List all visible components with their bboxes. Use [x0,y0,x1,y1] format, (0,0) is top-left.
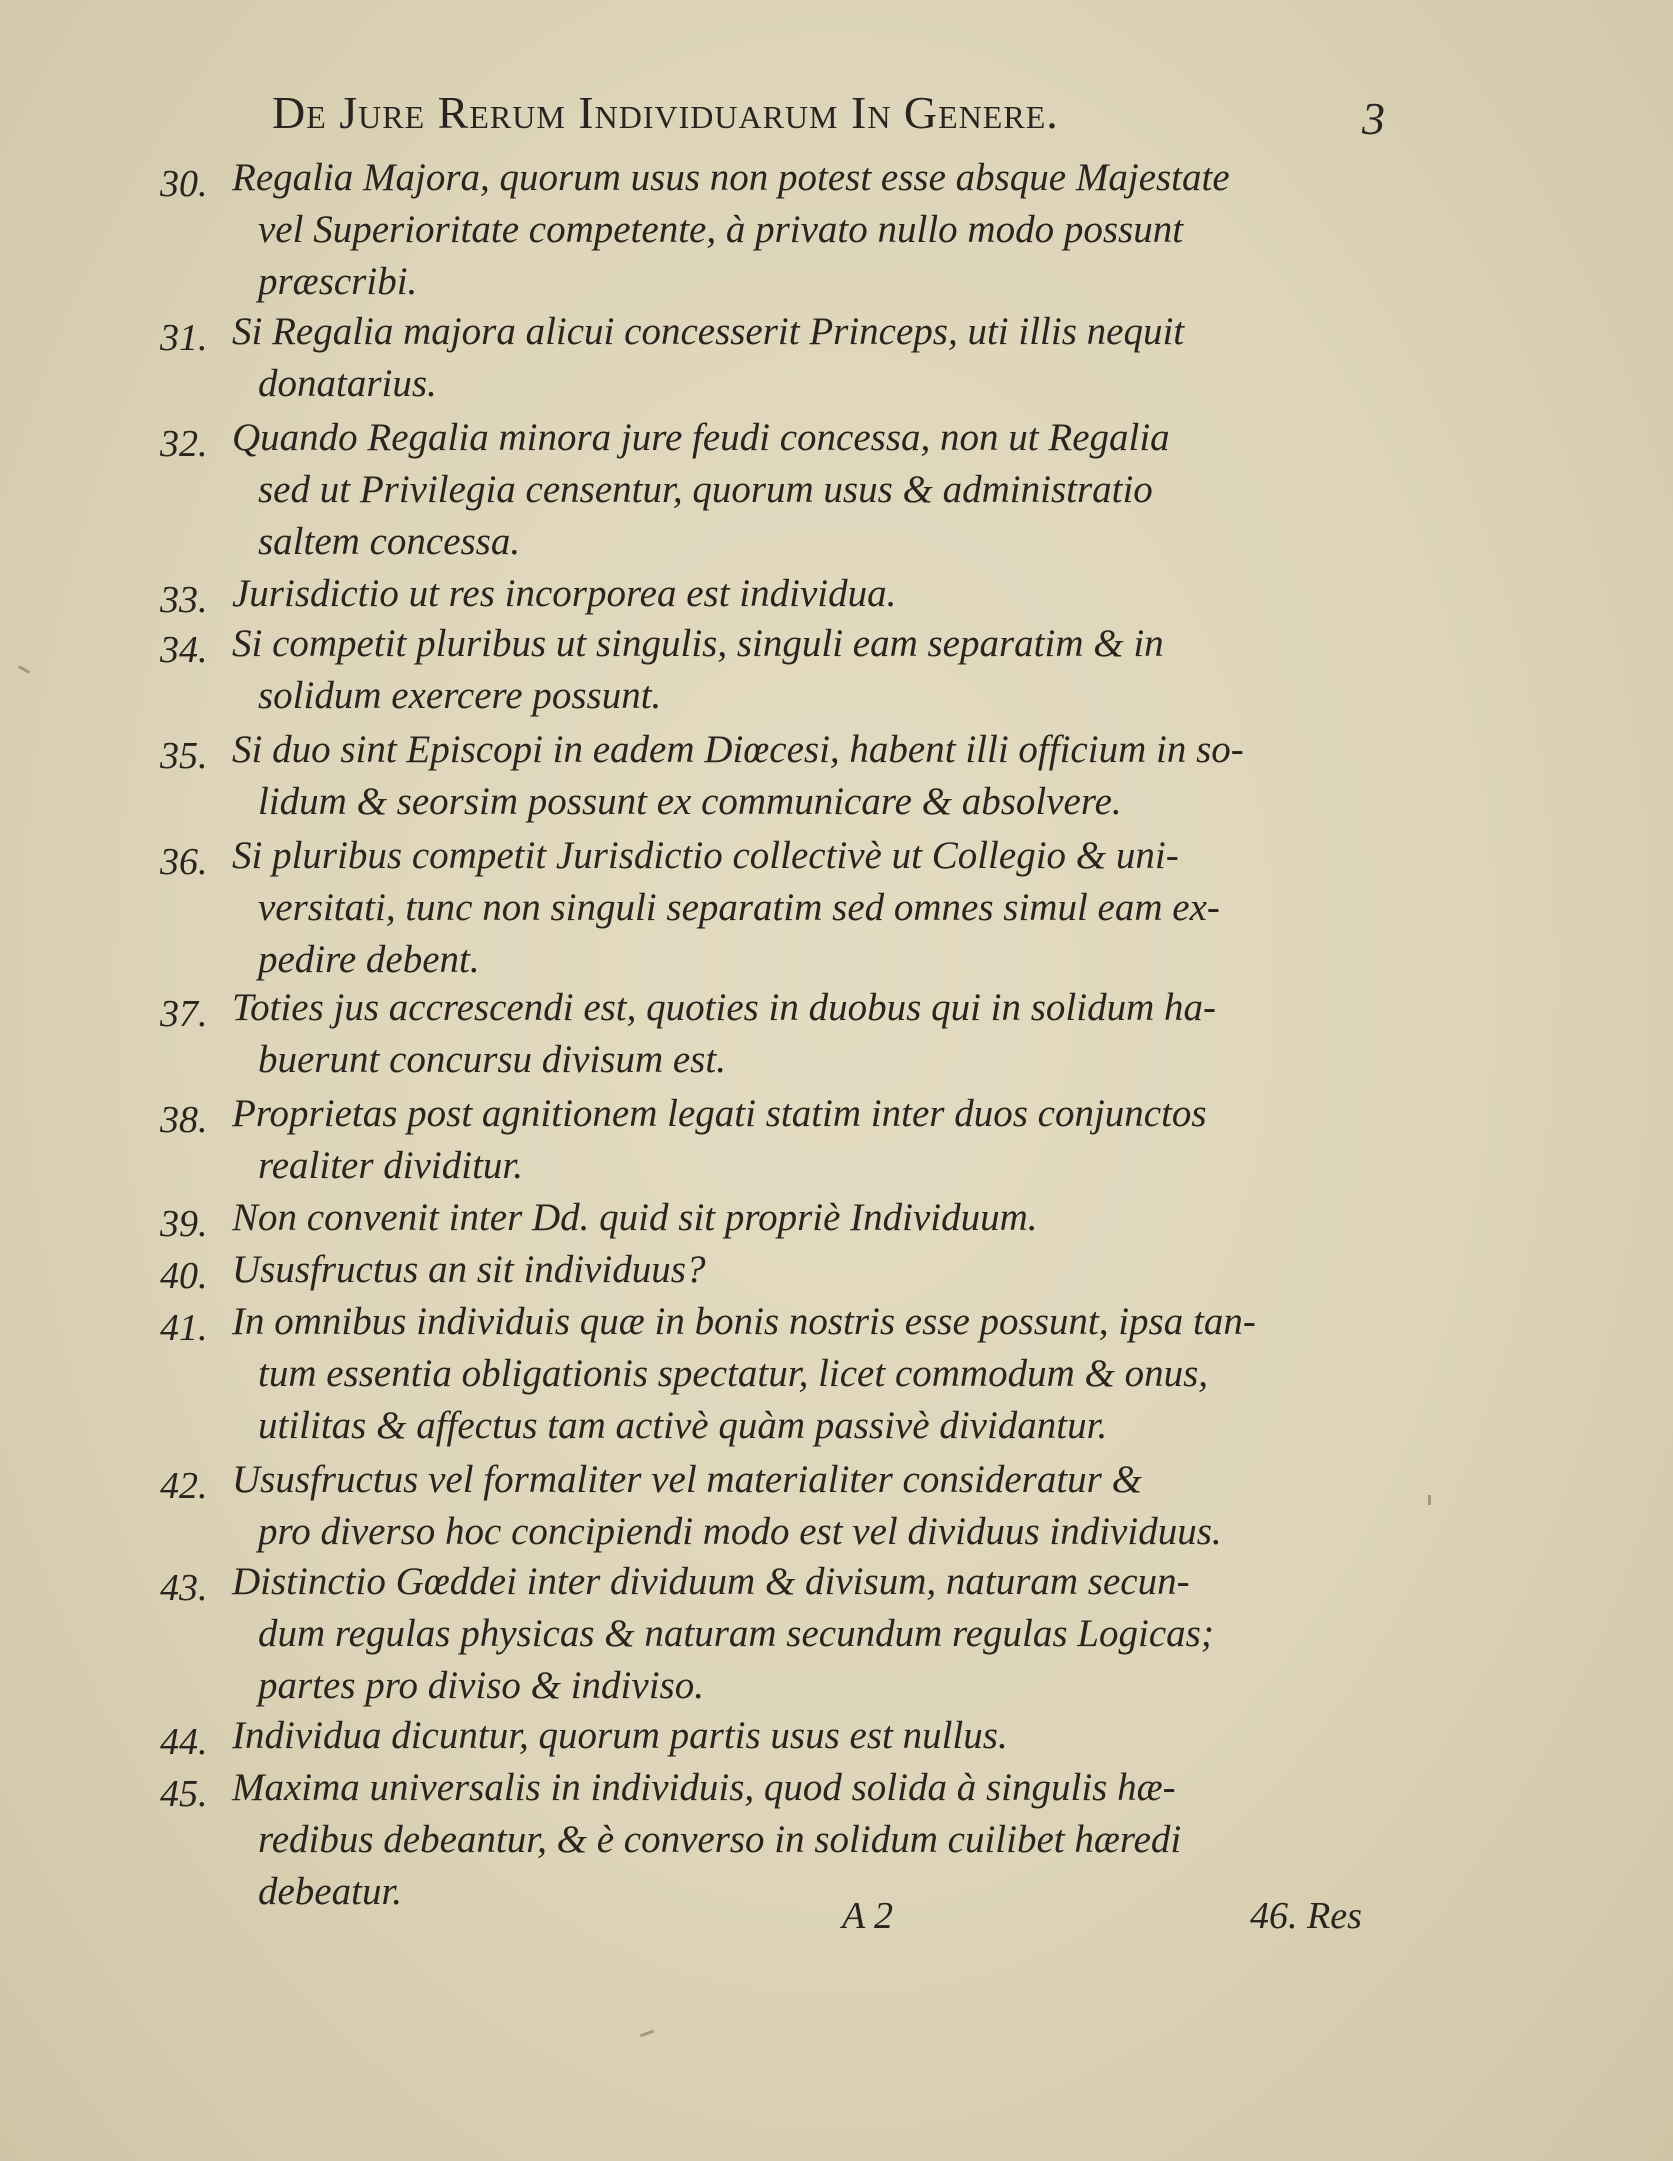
catchword: 46. Res [1250,1895,1362,1937]
thesis-text-line: Si duo sint Episcopi in eadem Diœcesi, habent illi officium in so- [232,728,1244,771]
thesis-text-line: partes pro diviso & indiviso. [258,1664,704,1707]
thesis-number: 41. [160,1307,208,1349]
thesis-text-line: utilitas & affectus tam activè quàm passivè dividantur. [258,1404,1108,1447]
page-number: 3 [1362,93,1385,144]
thesis-number: 40. [160,1255,208,1297]
thesis-text-line: Maxima universalis in individuis, quod solida à singulis hæ- [232,1766,1176,1809]
running-title: De Jure Rerum Individuarum In Genere. [272,87,1059,138]
thesis-number: 36. [160,841,208,883]
signature-mark: A 2 [842,1895,894,1937]
thesis-text-line: lidum & seorsim possunt ex communicare & absolvere. [258,780,1122,823]
thesis-text-line: Regalia Majora, quorum usus non potest esse absque Majestate [232,156,1230,199]
thesis-text-line: sed ut Privilegia censentur, quorum usus & administratio [258,468,1153,511]
thesis-number: 42. [160,1465,208,1507]
thesis-text-line: solidum exercere possunt. [258,674,662,717]
thesis-text-line: pedire debent. [258,938,480,981]
thesis-text-line: Ususfructus vel formaliter vel materialiter consideratur & [232,1458,1142,1501]
thesis-number: 45. [160,1773,208,1815]
thesis-number: 35. [160,735,208,777]
ink-speck [18,665,30,674]
thesis-text-line: donatarius. [258,362,437,405]
running-header [272,86,1385,156]
thesis-number: 32. [160,423,208,465]
thesis-text-line: Si competit pluribus ut singulis, singuli eam separatim & in [232,622,1164,665]
thesis-text-line: Jurisdictio ut res incorporea est individua. [232,572,897,615]
thesis-text-line: dum regulas physicas & naturam secundum regulas Logicas; [258,1612,1214,1655]
thesis-text-line: realiter dividitur. [258,1144,524,1187]
thesis-text-line: buerunt concursu divisum est. [258,1038,726,1081]
thesis-text-line: Quando Regalia minora jure feudi concessa, non ut Regalia [232,416,1170,459]
thesis-number: 31. [160,317,208,359]
thesis-text-line: Si Regalia majora alicui concesserit Princeps, uti illis nequit [232,310,1185,353]
thesis-text-line: redibus debeantur, & è converso in solidum cuilibet hæredi [258,1818,1182,1861]
thesis-text-line: Ususfructus an sit individuus? [232,1248,706,1291]
thesis-number: 44. [160,1721,208,1763]
thesis-number: 34. [160,629,208,671]
thesis-text-line: tum essentia obligationis spectatur, licet commodum & onus, [258,1352,1209,1395]
thesis-number: 30. [160,163,208,205]
thesis-text-line: saltem concessa. [258,520,521,563]
thesis-text-line: pro diverso hoc concipiendi modo est vel dividuus individuus. [258,1510,1222,1553]
thesis-number: 38. [160,1099,208,1141]
thesis-text-line: debeatur. [258,1870,403,1913]
thesis-number: 37. [160,993,208,1035]
thesis-text-line: In omnibus individuis quæ in bonis nostris esse possunt, ipsa tan- [232,1300,1256,1343]
ink-speck [1428,1495,1431,1505]
thesis-text-line: præscribi. [258,260,418,303]
thesis-text-line: Toties jus accrescendi est, quoties in duobus qui in solidum ha- [232,986,1216,1029]
thesis-number: 33. [160,579,208,621]
page-footer [0,1894,1673,1944]
thesis-text-line: Distinctio Gœddei inter dividuum & divisum, naturam secun- [232,1560,1190,1603]
thesis-text-line: Non convenit inter Dd. quid sit propriè Individuum. [232,1196,1038,1239]
thesis-number: 39. [160,1203,208,1245]
ink-speck [640,2030,654,2038]
thesis-text-line: Proprietas post agnitionem legati statim inter duos conjunctos [232,1092,1207,1135]
thesis-text-line: versitati, tunc non singuli separatim sed omnes simul eam ex- [258,886,1220,929]
thesis-text-line: vel Superioritate competente, à privato nullo modo possunt [258,208,1184,251]
thesis-text-line: Individua dicuntur, quorum partis usus est nullus. [232,1714,1008,1757]
thesis-number: 43. [160,1567,208,1609]
thesis-text-line: Si pluribus competit Jurisdictio collectivè ut Collegio & uni- [232,834,1179,877]
